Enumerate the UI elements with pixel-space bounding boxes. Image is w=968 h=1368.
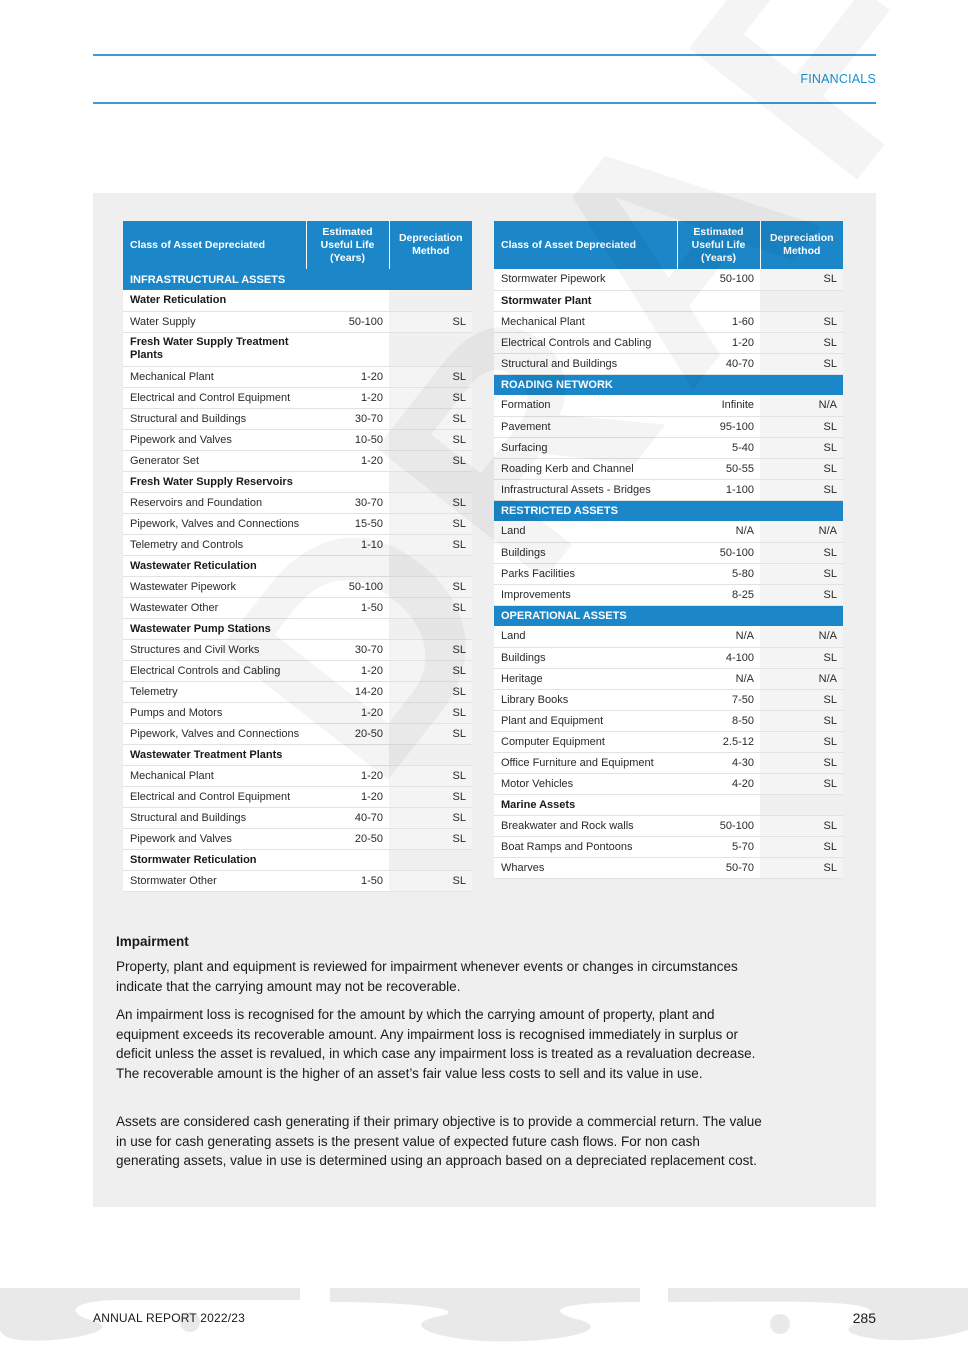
table-row [494,311,843,332]
asset-class-cell: Parks Facilities [494,563,677,584]
asset-class-cell: Library Books [494,689,677,710]
table-row [123,828,472,849]
subgroup-label: Wastewater Treatment Plants [123,744,306,765]
useful-life-cell: N/A [677,668,760,689]
subgroup-row [123,290,472,311]
useful-life-cell: 5-70 [677,836,760,857]
table-row [494,479,843,500]
depreciation-method-cell: SL [760,311,843,332]
col-header-life: Estimated Useful Life (Years) [677,221,760,269]
depreciation-method-cell: SL [760,437,843,458]
asset-class-cell: Buildings [494,647,677,668]
depreciation-method-cell: SL [389,311,472,332]
depreciation-method-cell: SL [389,828,472,849]
depreciation-method-cell: SL [389,387,472,408]
table-row [494,836,843,857]
asset-class-cell: Buildings [494,542,677,563]
table-header-row [494,221,843,269]
depreciation-method-cell [389,290,472,311]
depreciation-method-cell: SL [760,416,843,437]
table-row [123,660,472,681]
table-row [123,366,472,387]
depreciation-method-cell [760,794,843,815]
asset-class-cell: Electrical and Control Equipment [123,387,306,408]
useful-life-cell: 95-100 [677,416,760,437]
depreciation-method-cell: SL [389,534,472,555]
asset-class-cell: Plant and Equipment [494,710,677,731]
depreciation-method-cell: N/A [760,521,843,542]
depreciation-table-right [494,221,843,879]
table-row [123,408,472,429]
depreciation-method-cell: SL [760,731,843,752]
useful-life-cell: 40-70 [306,807,389,828]
table-row [123,807,472,828]
depreciation-method-cell: SL [389,408,472,429]
table-row [123,429,472,450]
table-row [494,752,843,773]
section-label: FINANCIALS [800,72,876,86]
depreciation-method-cell: SL [389,576,472,597]
depreciation-method-cell: SL [760,584,843,605]
table-row [123,870,472,891]
useful-life-cell: 30-70 [306,639,389,660]
useful-life-cell [306,618,389,639]
table-row [494,395,843,416]
subgroup-row [494,290,843,311]
depreciation-method-cell: N/A [760,626,843,647]
asset-class-cell: Mechanical Plant [494,311,677,332]
asset-class-cell: Roading Kerb and Channel [494,458,677,479]
table-row [123,534,472,555]
useful-life-cell: 50-100 [677,542,760,563]
table-row [123,681,472,702]
table-row [123,786,472,807]
depreciation-method-cell: SL [760,689,843,710]
depreciation-method-cell: SL [760,269,843,290]
table-row [123,597,472,618]
table-row [123,387,472,408]
table-row [494,710,843,731]
depreciation-method-cell: SL [389,513,472,534]
asset-class-cell: Wastewater Pipework [123,576,306,597]
useful-life-cell: 1-20 [306,387,389,408]
useful-life-cell: 10-50 [306,429,389,450]
depreciation-method-cell: SL [389,807,472,828]
asset-class-cell: Electrical Controls and Cabling [123,660,306,681]
useful-life-cell: 30-70 [306,492,389,513]
table-row [123,492,472,513]
subgroup-row [123,849,472,870]
table-row [494,626,843,647]
subgroup-row [123,555,472,576]
asset-class-cell: Land [494,521,677,542]
asset-class-cell: Office Furniture and Equipment [494,752,677,773]
asset-class-cell: Pipework, Valves and Connections [123,513,306,534]
asset-class-cell: Pavement [494,416,677,437]
table-row [123,702,472,723]
depreciation-method-cell [389,332,472,366]
section-header-label: OPERATIONAL ASSETS [494,605,843,626]
table-row [123,723,472,744]
section-header-row [494,374,843,395]
table-row [494,563,843,584]
table-row [494,521,843,542]
useful-life-cell: 15-50 [306,513,389,534]
useful-life-cell: 4-100 [677,647,760,668]
useful-life-cell: 5-80 [677,563,760,584]
useful-life-cell: 1-20 [306,366,389,387]
depreciation-method-cell: SL [389,660,472,681]
useful-life-cell: 1-20 [306,702,389,723]
useful-life-cell: 1-10 [306,534,389,555]
section-header-row [494,500,843,521]
useful-life-cell: N/A [677,626,760,647]
table-row [494,269,843,290]
subgroup-label: Fresh Water Supply Reservoirs [123,471,306,492]
depreciation-method-cell: SL [760,479,843,500]
table-row [494,668,843,689]
section-header-row [123,269,472,290]
table-row [494,416,843,437]
table-row [494,353,843,374]
table-row [123,576,472,597]
depreciation-method-cell: SL [389,723,472,744]
asset-class-cell: Motor Vehicles [494,773,677,794]
page-number: 285 [852,1310,876,1326]
asset-class-cell: Land [494,626,677,647]
depreciation-method-cell [389,618,472,639]
asset-class-cell: Wastewater Other [123,597,306,618]
depreciation-method-cell: SL [389,702,472,723]
impairment-paragraph-2: An impairment loss is recognised for the amount by which the carrying amount of property, plant and equipment exceeds its recoverable amount. Any impairment loss is recognised immediately in surplus or deficit unless the asset is revalued, in which case any impairment loss is treated as a revaluation decrease. The recoverable amount is the higher of an asset’s fair value less costs to sell and its value in use. [116,1007,756,1081]
header-top-rule [93,54,876,56]
table-row [494,437,843,458]
subgroup-row [123,471,472,492]
subgroup-label: Stormwater Reticulation [123,849,306,870]
table-row [494,584,843,605]
useful-life-cell: 1-20 [306,660,389,681]
asset-class-cell: Generator Set [123,450,306,471]
depreciation-method-cell: SL [760,815,843,836]
col-header-life: Estimated Useful Life (Years) [306,221,389,269]
depreciation-table-left [123,221,472,892]
asset-class-cell: Structural and Buildings [494,353,677,374]
depreciation-method-cell [389,744,472,765]
asset-class-cell: Telemetry and Controls [123,534,306,555]
useful-life-cell: 1-20 [306,450,389,471]
useful-life-cell: 1-20 [306,765,389,786]
depreciation-method-cell: SL [760,332,843,353]
asset-class-cell: Mechanical Plant [123,366,306,387]
depreciation-method-cell: SL [389,429,472,450]
table-row [494,857,843,878]
table-row [494,731,843,752]
col-header-method: Depreciation Method [760,221,843,269]
section-header-label: RESTRICTED ASSETS [494,500,843,521]
table-row [494,647,843,668]
asset-class-cell: Structures and Civil Works [123,639,306,660]
table-row [123,450,472,471]
useful-life-cell: 20-50 [306,723,389,744]
useful-life-cell [306,471,389,492]
useful-life-cell: 50-100 [306,311,389,332]
depreciation-method-cell: SL [389,681,472,702]
table-row [123,311,472,332]
useful-life-cell: 5-40 [677,437,760,458]
depreciation-method-cell: SL [760,752,843,773]
subgroup-row [123,332,472,366]
asset-class-cell: Improvements [494,584,677,605]
depreciation-method-cell: SL [389,366,472,387]
useful-life-cell: 1-50 [306,870,389,891]
subgroup-row [494,794,843,815]
section-header-label: INFRASTRUCTURAL ASSETS [123,269,472,290]
depreciation-method-cell: SL [389,450,472,471]
asset-class-cell: Structural and Buildings [123,408,306,429]
asset-class-cell: Wharves [494,857,677,878]
useful-life-cell: 14-20 [306,681,389,702]
useful-life-cell: 50-70 [677,857,760,878]
subgroup-label: Wastewater Reticulation [123,555,306,576]
depreciation-method-cell: N/A [760,395,843,416]
useful-life-cell: 1-20 [306,786,389,807]
asset-class-cell: Pipework and Valves [123,828,306,849]
useful-life-cell: 20-50 [306,828,389,849]
asset-class-cell: Surfacing [494,437,677,458]
subgroup-label: Fresh Water Supply Treatment Plants [123,332,306,366]
useful-life-cell: 50-100 [677,815,760,836]
depreciation-method-cell: SL [760,563,843,584]
depreciation-method-cell: SL [760,836,843,857]
subgroup-label: Wastewater Pump Stations [123,618,306,639]
depreciation-method-cell [389,471,472,492]
subgroup-label: Stormwater Plant [494,290,677,311]
useful-life-cell: 50-100 [677,269,760,290]
asset-class-cell: Mechanical Plant [123,765,306,786]
asset-class-cell: Computer Equipment [494,731,677,752]
depreciation-method-cell [389,849,472,870]
depreciation-method-cell: SL [760,458,843,479]
header-bottom-rule [93,102,876,104]
table-row [123,513,472,534]
depreciation-method-cell: SL [760,773,843,794]
depreciation-method-cell: SL [760,647,843,668]
asset-class-cell: Reservoirs and Foundation [123,492,306,513]
table-row [494,332,843,353]
asset-class-cell: Pipework, Valves and Connections [123,723,306,744]
depreciation-method-cell: SL [760,857,843,878]
useful-life-cell: 30-70 [306,408,389,429]
section-header-row [494,605,843,626]
asset-class-cell: Structural and Buildings [123,807,306,828]
useful-life-cell: 4-30 [677,752,760,773]
useful-life-cell [677,794,760,815]
footer-report-title: ANNUAL REPORT 2022/23 [93,1311,246,1325]
asset-class-cell: Boat Ramps and Pontoons [494,836,677,857]
impairment-paragraph-3: Assets are considered cash generating if their primary objective is to provide a commercial return. The value in use for cash generating assets is the present value of expected future cash flows. For non cash generating assets, value in use is determined using an approach based on a depreciated replacement cost. [116,1114,762,1168]
useful-life-cell [306,849,389,870]
useful-life-cell: 50-55 [677,458,760,479]
useful-life-cell: 50-100 [306,576,389,597]
asset-class-cell: Electrical Controls and Cabling [494,332,677,353]
col-header-class: Class of Asset Depreciated [123,221,306,269]
depreciation-method-cell [389,555,472,576]
useful-life-cell: 1-100 [677,479,760,500]
table-row [494,773,843,794]
depreciation-method-cell: SL [389,765,472,786]
table-header-row [123,221,472,269]
useful-life-cell: 40-70 [677,353,760,374]
asset-class-cell: Telemetry [123,681,306,702]
asset-class-cell: Pipework and Valves [123,429,306,450]
useful-life-cell [677,290,760,311]
useful-life-cell: 4-20 [677,773,760,794]
useful-life-cell: 7-50 [677,689,760,710]
depreciation-method-cell: SL [389,786,472,807]
col-header-class: Class of Asset Depreciated [494,221,677,269]
useful-life-cell: N/A [677,521,760,542]
useful-life-cell: 8-50 [677,710,760,731]
useful-life-cell: 8-25 [677,584,760,605]
table-body-left [123,269,472,891]
useful-life-cell: Infinite [677,395,760,416]
useful-life-cell [306,332,389,366]
useful-life-cell [306,555,389,576]
useful-life-cell: 1-20 [677,332,760,353]
depreciation-method-cell: SL [760,542,843,563]
depreciation-method-cell: SL [760,710,843,731]
asset-class-cell: Formation [494,395,677,416]
subgroup-row [123,618,472,639]
asset-class-cell: Infrastructural Assets - Bridges [494,479,677,500]
impairment-paragraph-1: Property, plant and equipment is reviewed for impairment whenever events or changes in circumstances indicate that the carrying amount may not be recoverable. [116,959,738,994]
depreciation-method-cell: SL [389,492,472,513]
impairment-heading: Impairment [116,934,189,949]
asset-class-cell: Electrical and Control Equipment [123,786,306,807]
depreciation-method-cell [760,290,843,311]
depreciation-method-cell: SL [389,870,472,891]
useful-life-cell: 1-60 [677,311,760,332]
asset-class-cell: Stormwater Other [123,870,306,891]
depreciation-method-cell: SL [760,353,843,374]
subgroup-label: Water Reticulation [123,290,306,311]
table-body-right [494,269,843,878]
table-row [123,765,472,786]
useful-life-cell [306,744,389,765]
asset-class-cell: Water Supply [123,311,306,332]
depreciation-method-cell: SL [389,639,472,660]
table-row [494,458,843,479]
useful-life-cell: 2.5-12 [677,731,760,752]
table-row [123,639,472,660]
table-row [494,689,843,710]
asset-class-cell: Stormwater Pipework [494,269,677,290]
table-row [494,542,843,563]
asset-class-cell: Breakwater and Rock walls [494,815,677,836]
table-row [494,815,843,836]
asset-class-cell: Heritage [494,668,677,689]
subgroup-label: Marine Assets [494,794,677,815]
useful-life-cell [306,290,389,311]
col-header-method: Depreciation Method [389,221,472,269]
depreciation-method-cell: N/A [760,668,843,689]
useful-life-cell: 1-50 [306,597,389,618]
section-header-label: ROADING NETWORK [494,374,843,395]
asset-class-cell: Pumps and Motors [123,702,306,723]
depreciation-method-cell: SL [389,597,472,618]
subgroup-row [123,744,472,765]
